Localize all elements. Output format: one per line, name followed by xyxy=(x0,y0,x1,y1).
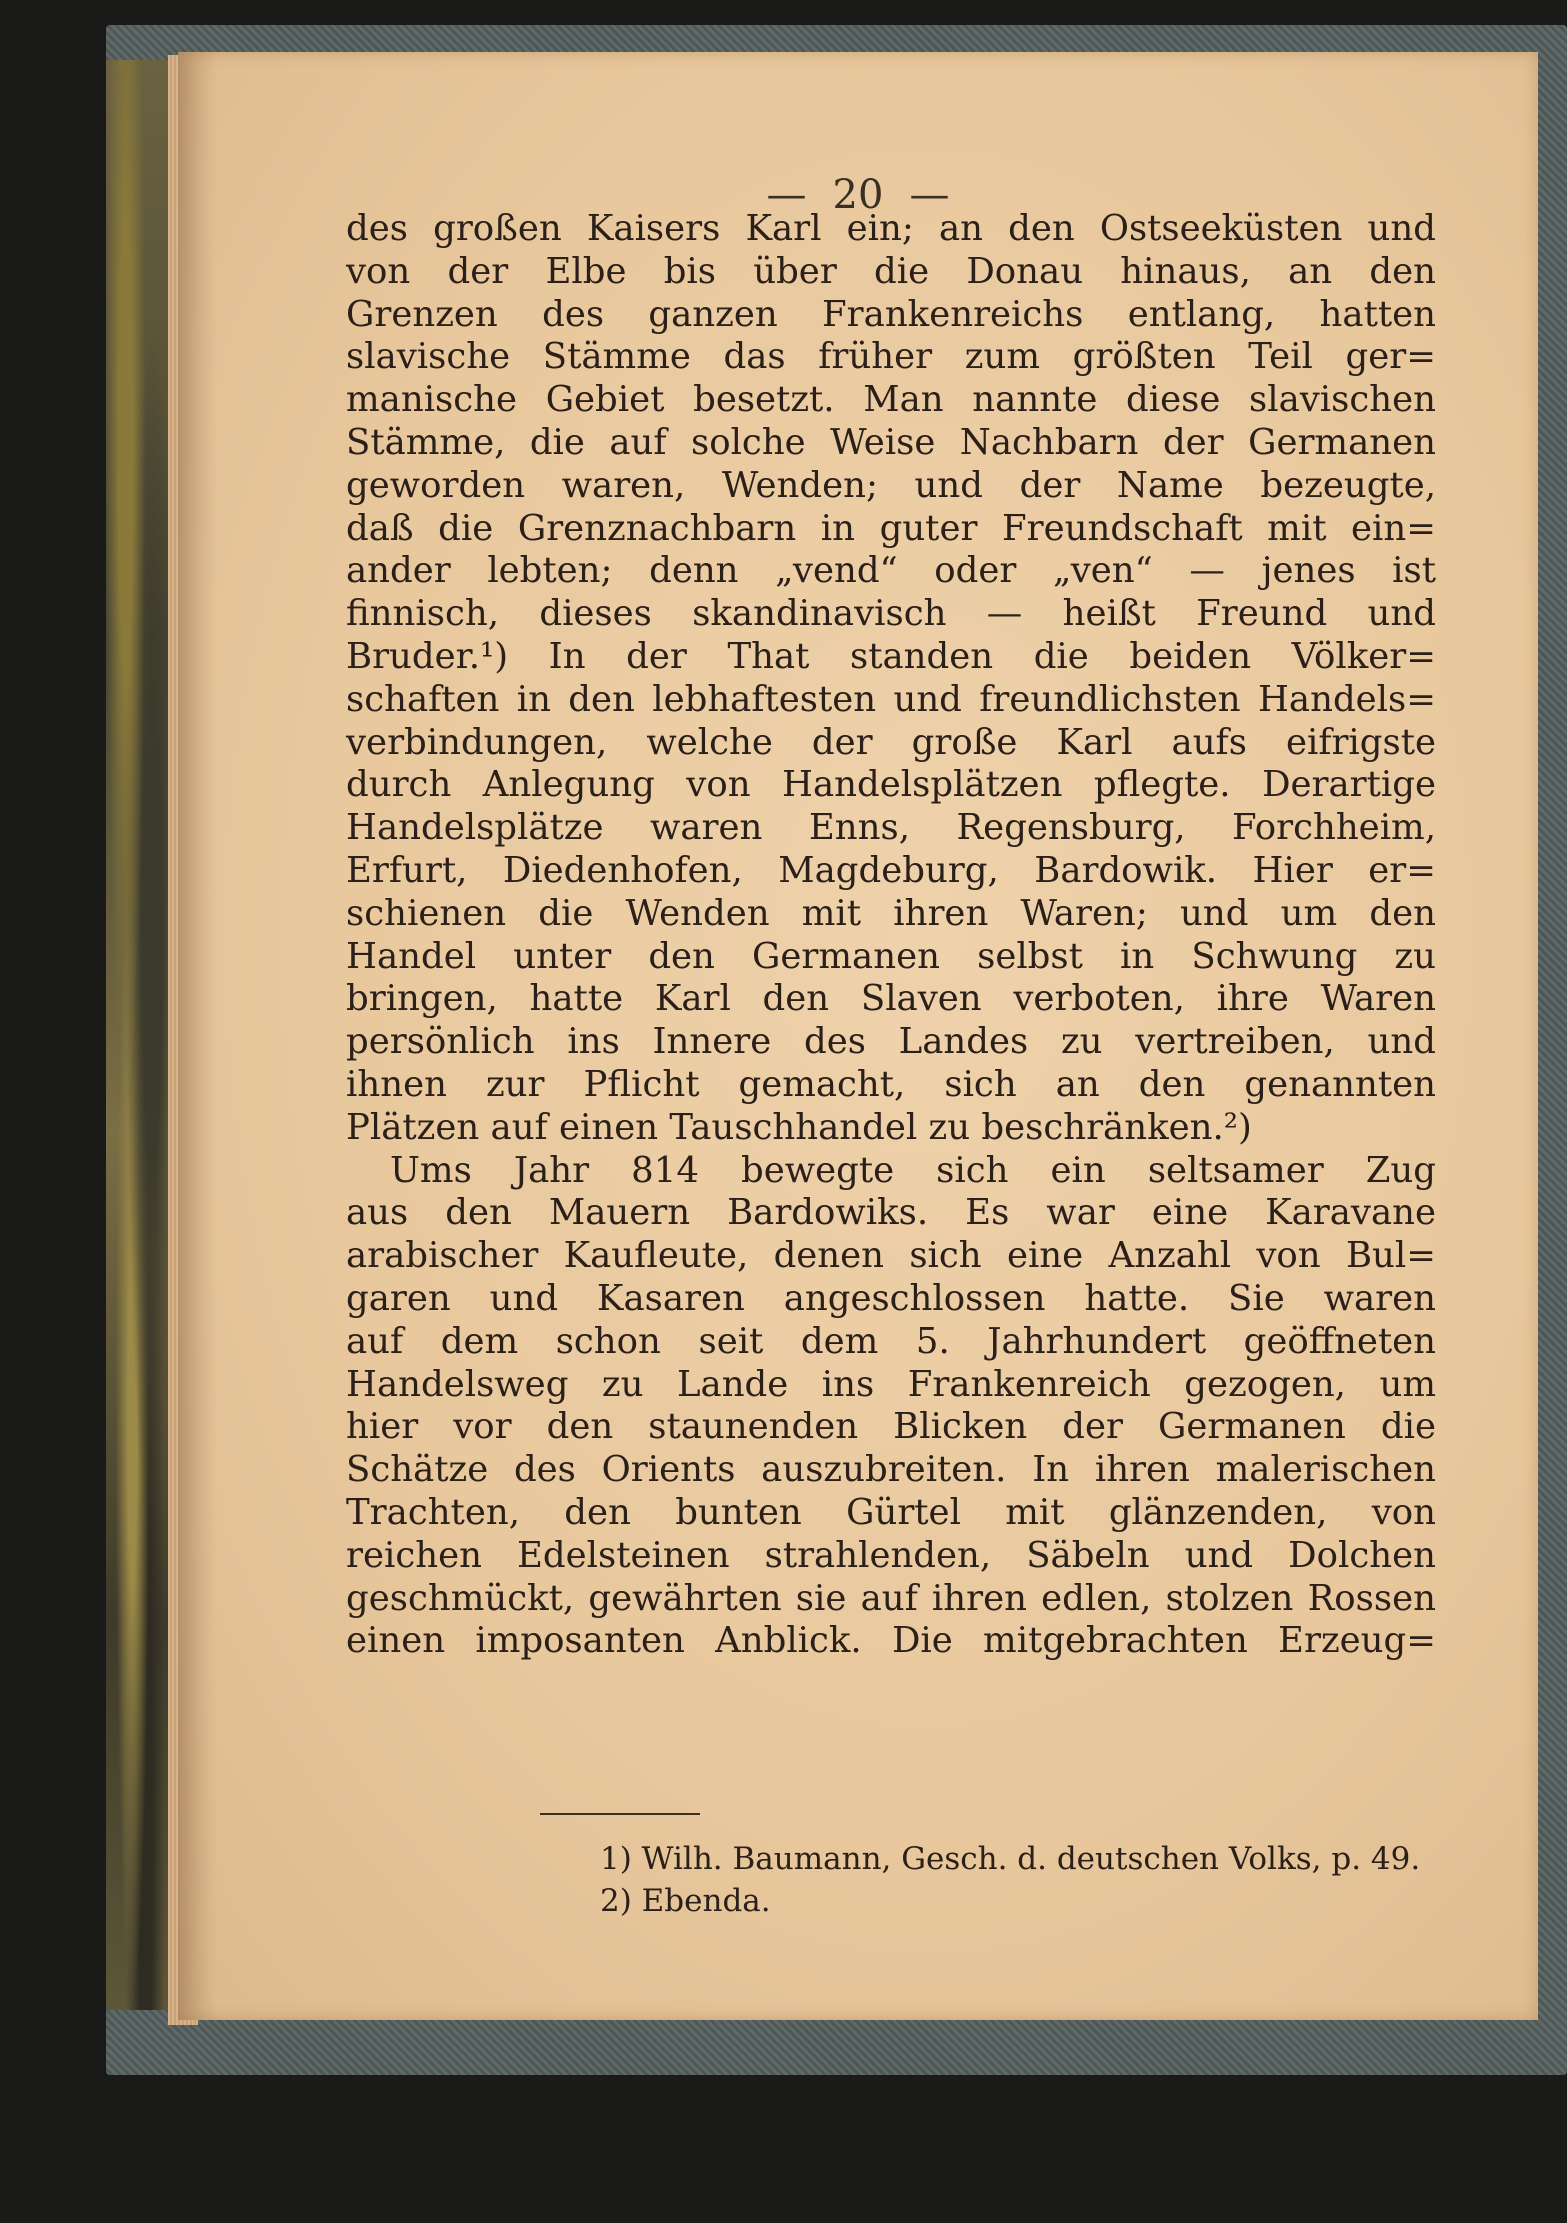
text-line: Handelsplätze waren Enns, Regensburg, Forchheim, xyxy=(346,807,1436,849)
text-line: garen und Kasaren angeschlossen hatte. Sie waren xyxy=(346,1277,1436,1319)
text-line: ander lebten; denn „vend“ oder „ven“ — jenes ist xyxy=(346,550,1436,592)
text-line: arabischer Kaufleute, denen sich eine Anzahl von Bul= xyxy=(346,1235,1436,1277)
text-line: slavische Stämme das früher zum größten Teil ger= xyxy=(346,336,1436,378)
footnote-2: 2) Ebenda. xyxy=(600,1883,771,1919)
text-line: verbindungen, welche der große Karl aufs eifrigste xyxy=(346,721,1436,763)
text-line: einen imposanten Anblick. Die mitgebrachten Erzeug= xyxy=(346,1620,1436,1662)
text-line: ihnen zur Pflicht gemacht, sich an den genannten xyxy=(346,1063,1436,1105)
text-line: manische Gebiet besetzt. Man nannte diese slavischen xyxy=(346,379,1436,421)
text-line: finnisch, dieses skandinavisch — heißt Freund und xyxy=(346,593,1436,635)
text-line: schaften in den lebhaftesten und freundlichsten Handels= xyxy=(346,678,1436,720)
text-line: persönlich ins Innere des Landes zu vertreiben, und xyxy=(346,1021,1436,1063)
footnote-divider xyxy=(540,1813,700,1815)
text-line: auf dem schon seit dem 5. Jahrhundert geöffneten xyxy=(346,1320,1436,1362)
text-line: aus den Mauern Bardowiks. Es war eine Karavane xyxy=(346,1192,1436,1234)
text-line: Bruder.¹) In der That standen die beiden Völker= xyxy=(346,635,1436,677)
text-line: Handelsweg zu Lande ins Frankenreich gezogen, um xyxy=(346,1363,1436,1405)
text-line: Trachten, den bunten Gürtel mit glänzenden, von xyxy=(346,1491,1436,1533)
text-line: geworden waren, Wenden; und der Name bezeugte, xyxy=(346,464,1436,506)
text-line: Grenzen des ganzen Frankenreichs entlang, hatten xyxy=(346,293,1436,335)
footnotes xyxy=(600,1838,1500,1922)
text-line: hier vor den staunenden Blicken der Germanen die xyxy=(346,1406,1436,1448)
text-line: Handel unter den Germanen selbst in Schwung zu xyxy=(346,935,1436,977)
text-line: des großen Kaisers Karl ein; an den Ostseeküsten und xyxy=(346,208,1436,249)
text-line: von der Elbe bis über die Donau hinaus, an den xyxy=(346,250,1436,292)
text-line: durch Anlegung von Handelsplätzen pflegte. Derartige xyxy=(346,764,1436,806)
text-line: bringen, hatte Karl den Slaven verboten, ihre Waren xyxy=(346,978,1436,1020)
body-text xyxy=(346,208,1436,1663)
marbled-endpaper xyxy=(106,60,172,2010)
text-line: Erfurt, Diedenhofen, Magdeburg, Bardowik. Hier er= xyxy=(346,849,1436,891)
text-line: daß die Grenznachbarn in guter Freundschaft mit ein= xyxy=(346,507,1436,549)
dash-left: — xyxy=(766,172,807,218)
text-line: Plätzen auf einen Tauschhandel zu beschränken.²) xyxy=(346,1106,1252,1148)
text-line: schienen die Wenden mit ihren Waren; und um den xyxy=(346,892,1436,934)
text-line: Stämme, die auf solche Weise Nachbarn der Germanen xyxy=(346,421,1436,463)
page-number-value: 20 xyxy=(832,172,884,218)
dash-right: — xyxy=(909,172,950,218)
footnote-1: 1) Wilh. Baumann, Gesch. d. deutschen Volks, p. 49. xyxy=(600,1841,1421,1877)
text-line: Ums Jahr 814 bewegte sich ein seltsamer Zug xyxy=(390,1149,1436,1191)
text-line: reichen Edelsteinen strahlenden, Säbeln und Dolchen xyxy=(346,1534,1436,1576)
spine-shadow xyxy=(178,52,218,2020)
text-line: geschmückt, gewährten sie auf ihren edlen, stolzen Rossen xyxy=(346,1577,1436,1619)
text-line: Schätze des Orients auszubreiten. In ihren malerischen xyxy=(346,1449,1436,1491)
